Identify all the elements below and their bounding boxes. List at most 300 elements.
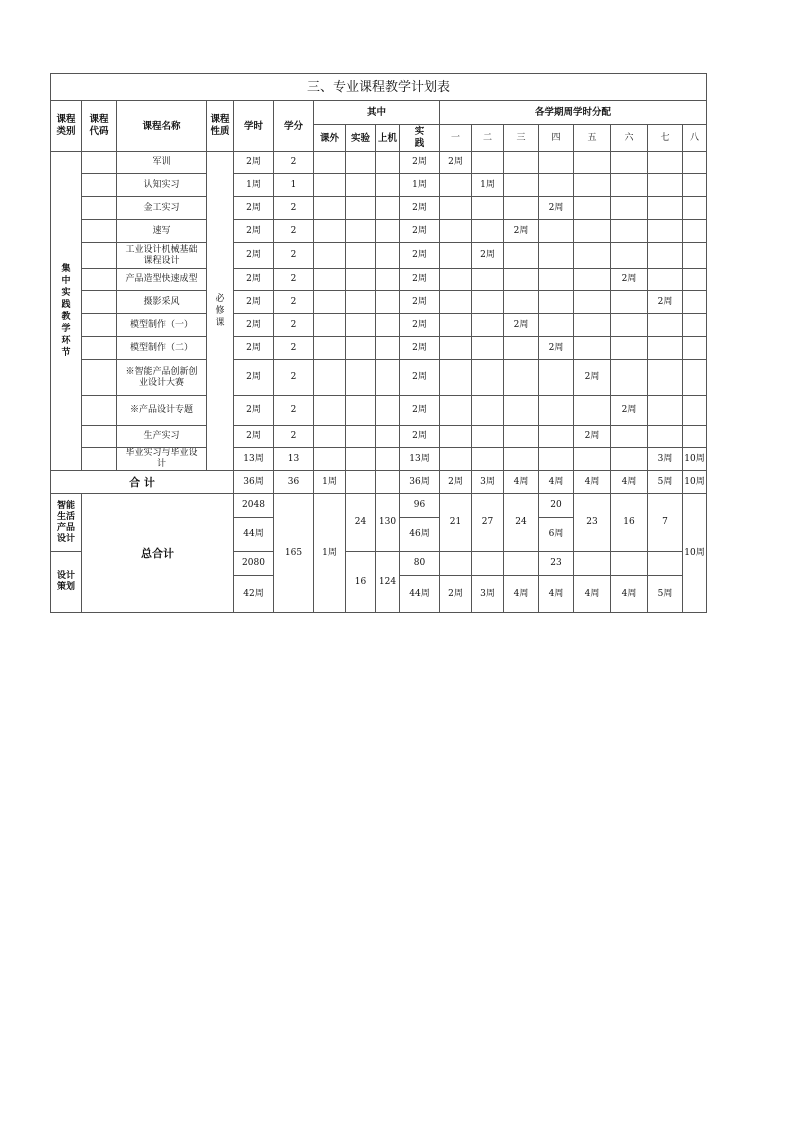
course-experiment: [346, 220, 376, 243]
subtotal-experiment: [346, 471, 376, 494]
grand-total-sem8: 10周: [683, 494, 707, 613]
major-a-sem2: 27: [472, 494, 504, 552]
course-sem: [611, 291, 648, 314]
subtotal-sem: 3周: [472, 471, 504, 494]
course-sem: [472, 269, 504, 291]
course-computer: [376, 152, 400, 174]
course-code: [82, 448, 117, 471]
course-sem: [683, 360, 707, 396]
major-b-practice-weeks: 44周: [400, 576, 440, 613]
course-sem: [440, 220, 472, 243]
course-name: 毕业实习与毕业设计: [117, 448, 207, 471]
course-name: 速写: [117, 220, 207, 243]
course-hours: 2周: [234, 360, 274, 396]
course-hours: 2周: [234, 337, 274, 360]
course-credits: 2: [274, 360, 314, 396]
table-row: [51, 448, 707, 471]
course-extracurricular: [314, 426, 346, 448]
course-practice: 2周: [400, 291, 440, 314]
course-sem: [648, 314, 683, 337]
course-sem: [574, 197, 611, 220]
course-sem: [504, 152, 539, 174]
course-sem: [683, 220, 707, 243]
course-extracurricular: [314, 220, 346, 243]
subtotal-credits: 36: [274, 471, 314, 494]
course-hours: 2周: [234, 220, 274, 243]
course-sem: [440, 360, 472, 396]
header-name: 课程名称: [117, 101, 207, 152]
course-sem: [539, 269, 574, 291]
course-sem: [574, 269, 611, 291]
subtotal-sem: 4周: [504, 471, 539, 494]
header-experiment: 实验: [346, 125, 376, 152]
course-code: [82, 174, 117, 197]
major-a-sem4-weeks: 6周: [539, 518, 574, 552]
table-row: [51, 269, 707, 291]
subtotal-sem: 4周: [539, 471, 574, 494]
course-credits: 2: [274, 243, 314, 269]
major-b-sem: 4周: [539, 576, 574, 613]
course-sem: [440, 174, 472, 197]
course-sem: 2周: [648, 291, 683, 314]
course-practice: 1周: [400, 174, 440, 197]
header-semester-1: 一: [440, 125, 472, 152]
course-sem: [574, 396, 611, 426]
table-row: [51, 426, 707, 448]
course-sem: [504, 448, 539, 471]
course-sem: [574, 220, 611, 243]
course-sem: [440, 291, 472, 314]
course-sem: [504, 197, 539, 220]
major-a-practice-weeks: 46周: [400, 518, 440, 552]
course-sem: [504, 291, 539, 314]
course-practice: 2周: [400, 243, 440, 269]
major-b-sem-empty: [648, 552, 683, 576]
course-practice: 2周: [400, 269, 440, 291]
course-sem: [504, 426, 539, 448]
course-sem: [539, 396, 574, 426]
course-sem: 2周: [472, 243, 504, 269]
course-hours: 13周: [234, 448, 274, 471]
course-experiment: [346, 291, 376, 314]
course-sem: [539, 152, 574, 174]
course-sem: 2周: [574, 360, 611, 396]
course-name: 摄影采风: [117, 291, 207, 314]
course-code: [82, 360, 117, 396]
course-sem: [648, 197, 683, 220]
course-hours: 2周: [234, 291, 274, 314]
course-sem: [539, 243, 574, 269]
table-title: 三、专业课程教学计划表: [51, 74, 707, 101]
course-code: [82, 220, 117, 243]
course-practice: 2周: [400, 396, 440, 426]
course-practice: 2周: [400, 426, 440, 448]
course-code: [82, 337, 117, 360]
course-practice: 2周: [400, 152, 440, 174]
course-extracurricular: [314, 174, 346, 197]
course-sem: [683, 152, 707, 174]
course-plan-table: [50, 73, 707, 613]
title-row: [51, 74, 707, 101]
course-sem: [574, 152, 611, 174]
course-sem: 2周: [611, 396, 648, 426]
course-extracurricular: [314, 152, 346, 174]
course-extracurricular: [314, 197, 346, 220]
course-sem: [504, 396, 539, 426]
course-sem: [472, 152, 504, 174]
table-row: [51, 314, 707, 337]
course-sem: [539, 291, 574, 314]
grand-total-credits: 165: [274, 494, 314, 613]
course-sem: [683, 197, 707, 220]
course-sem: [440, 337, 472, 360]
course-experiment: [346, 426, 376, 448]
course-sem: [648, 396, 683, 426]
table-row: [51, 220, 707, 243]
table-row: [51, 337, 707, 360]
course-sem: [472, 396, 504, 426]
course-sem: [440, 448, 472, 471]
course-sem: [683, 396, 707, 426]
course-experiment: [346, 243, 376, 269]
course-code: [82, 396, 117, 426]
course-experiment: [346, 152, 376, 174]
course-computer: [376, 197, 400, 220]
course-sem: [539, 220, 574, 243]
course-sem: [539, 360, 574, 396]
course-extracurricular: [314, 396, 346, 426]
course-name: ※产品设计专题: [117, 396, 207, 426]
course-practice: 2周: [400, 197, 440, 220]
course-sem: [574, 291, 611, 314]
course-experiment: [346, 360, 376, 396]
major-a-sem6: 16: [611, 494, 648, 552]
course-sem: [539, 426, 574, 448]
course-credits: 2: [274, 152, 314, 174]
course-sem: 2周: [539, 197, 574, 220]
course-sem: [472, 220, 504, 243]
course-name: 金工实习: [117, 197, 207, 220]
course-experiment: [346, 396, 376, 426]
course-sem: 3周: [648, 448, 683, 471]
course-name: 产品造型快速成型: [117, 269, 207, 291]
major-b-sem: 3周: [472, 576, 504, 613]
course-sem: [574, 337, 611, 360]
course-sem: [611, 360, 648, 396]
major-a-label: 智能生活产品设计: [51, 494, 82, 552]
course-computer: [376, 291, 400, 314]
course-experiment: [346, 174, 376, 197]
course-sem: [440, 269, 472, 291]
course-sem: [611, 220, 648, 243]
course-sem: [648, 174, 683, 197]
major-b-weeks: 42周: [234, 576, 274, 613]
table-row: [51, 174, 707, 197]
major-a-weeks: 44周: [234, 518, 274, 552]
course-sem: [683, 314, 707, 337]
major-a-experiment: 24: [346, 494, 376, 552]
course-sem: [574, 243, 611, 269]
course-sem: [611, 243, 648, 269]
course-sem: [440, 197, 472, 220]
course-practice: 2周: [400, 314, 440, 337]
course-credits: 2: [274, 197, 314, 220]
course-code: [82, 269, 117, 291]
course-sem: [504, 174, 539, 197]
header-semester-group: 各学期周学时分配: [440, 101, 707, 125]
course-sem: [472, 291, 504, 314]
course-sem: 2周: [504, 220, 539, 243]
table-row: [51, 243, 707, 269]
course-extracurricular: [314, 243, 346, 269]
course-extracurricular: [314, 360, 346, 396]
major-b-hours: 2080: [234, 552, 274, 576]
header-semester-4: 四: [539, 125, 574, 152]
major-a-sem7: 7: [648, 494, 683, 552]
course-sem: [611, 152, 648, 174]
course-experiment: [346, 197, 376, 220]
header-row-1: [51, 101, 707, 125]
course-sem: [472, 314, 504, 337]
course-name: ※智能产品创新创业设计大赛: [117, 360, 207, 396]
course-code: [82, 314, 117, 337]
major-b-sem4-hours: 23: [539, 552, 574, 576]
major-b-sem: 2周: [440, 576, 472, 613]
course-sem: [611, 174, 648, 197]
major-a-practice-hours: 96: [400, 494, 440, 518]
course-credits: 1: [274, 174, 314, 197]
course-sem: [611, 448, 648, 471]
course-sem: [611, 337, 648, 360]
course-sem: [648, 269, 683, 291]
course-sem: [648, 426, 683, 448]
subtotal-label: 合 计: [51, 471, 234, 494]
nature-cell: 必修课: [207, 152, 234, 471]
course-experiment: [346, 448, 376, 471]
category-cell: 集中实践教学环节: [51, 152, 82, 471]
major-b-sem: 4周: [574, 576, 611, 613]
course-sem: [574, 314, 611, 337]
header-hours: 学时: [234, 101, 274, 152]
table-row: [51, 396, 707, 426]
header-semester-5: 五: [574, 125, 611, 152]
course-name: 军训: [117, 152, 207, 174]
course-name: 生产实习: [117, 426, 207, 448]
header-semester-2: 二: [472, 125, 504, 152]
course-sem: [504, 269, 539, 291]
subtotal-sem: 4周: [611, 471, 648, 494]
course-sem: [539, 174, 574, 197]
course-computer: [376, 314, 400, 337]
course-sem: 2周: [574, 426, 611, 448]
course-sem: 2周: [539, 337, 574, 360]
course-credits: 13: [274, 448, 314, 471]
course-sem: [648, 337, 683, 360]
subtotal-extracurricular: 1周: [314, 471, 346, 494]
course-extracurricular: [314, 269, 346, 291]
course-sem: [648, 220, 683, 243]
major-a-sem5: 23: [574, 494, 611, 552]
course-sem: [683, 426, 707, 448]
header-semester-8: 八: [683, 125, 707, 152]
course-extracurricular: [314, 337, 346, 360]
course-hours: 2周: [234, 426, 274, 448]
course-practice: 13周: [400, 448, 440, 471]
course-experiment: [346, 337, 376, 360]
major-b-practice-hours: 80: [400, 552, 440, 576]
course-sem: [683, 337, 707, 360]
course-sem: [440, 396, 472, 426]
major-b-computer: 124: [376, 552, 400, 613]
subtotal-sem: 5周: [648, 471, 683, 494]
course-sem: [611, 426, 648, 448]
header-semester-6: 六: [611, 125, 648, 152]
course-sem: 2周: [440, 152, 472, 174]
table-row: [51, 291, 707, 314]
course-practice: 2周: [400, 337, 440, 360]
subtotal-sem: 2周: [440, 471, 472, 494]
course-computer: [376, 396, 400, 426]
course-sem: [504, 243, 539, 269]
subtotal-sem: 10周: [683, 471, 707, 494]
subtotal-computer: [376, 471, 400, 494]
table-row: [51, 360, 707, 396]
course-sem: [440, 314, 472, 337]
course-sem: [611, 314, 648, 337]
major-a-sem4-hours: 20: [539, 494, 574, 518]
course-computer: [376, 337, 400, 360]
course-extracurricular: [314, 291, 346, 314]
major-b-sem: 4周: [504, 576, 539, 613]
header-code: 课程代码: [82, 101, 117, 152]
major-a-hours: 2048: [234, 494, 274, 518]
course-credits: 2: [274, 269, 314, 291]
course-extracurricular: [314, 314, 346, 337]
course-sem: 1周: [472, 174, 504, 197]
grand-total-label: 总合计: [82, 494, 234, 613]
major-a-sem1: 21: [440, 494, 472, 552]
major-b-sem-empty: [472, 552, 504, 576]
course-experiment: [346, 314, 376, 337]
course-name: 工业设计机械基础课程设计: [117, 243, 207, 269]
course-practice: 2周: [400, 360, 440, 396]
grand-total-extracurricular: 1周: [314, 494, 346, 613]
course-sem: 2周: [504, 314, 539, 337]
major-b-sem-empty: [504, 552, 539, 576]
course-hours: 2周: [234, 197, 274, 220]
course-hours: 2周: [234, 314, 274, 337]
header-semester-7: 七: [648, 125, 683, 152]
course-computer: [376, 269, 400, 291]
course-sem: 10周: [683, 448, 707, 471]
course-code: [82, 152, 117, 174]
course-computer: [376, 220, 400, 243]
header-semester-3: 三: [504, 125, 539, 152]
course-code: [82, 197, 117, 220]
header-extracurricular: 课外: [314, 125, 346, 152]
course-sem: [683, 269, 707, 291]
course-sem: [472, 448, 504, 471]
course-sem: [683, 243, 707, 269]
course-computer: [376, 174, 400, 197]
major-b-sem-empty: [574, 552, 611, 576]
header-credits: 学分: [274, 101, 314, 152]
course-sem: [574, 174, 611, 197]
course-code: [82, 426, 117, 448]
course-sem: [683, 174, 707, 197]
course-sem: [472, 337, 504, 360]
course-sem: [440, 243, 472, 269]
major-b-sem-empty: [440, 552, 472, 576]
major-b-sem: 5周: [648, 576, 683, 613]
subtotal-row: [51, 471, 707, 494]
course-hours: 2周: [234, 269, 274, 291]
course-credits: 2: [274, 396, 314, 426]
course-name: 认知实习: [117, 174, 207, 197]
major-b-experiment: 16: [346, 552, 376, 613]
major-a-computer: 130: [376, 494, 400, 552]
course-computer: [376, 243, 400, 269]
course-credits: 2: [274, 337, 314, 360]
course-sem: [683, 291, 707, 314]
course-hours: 1周: [234, 174, 274, 197]
course-hours: 2周: [234, 243, 274, 269]
course-sem: [504, 337, 539, 360]
course-sem: [611, 197, 648, 220]
course-sem: 2周: [611, 269, 648, 291]
table-row: [51, 197, 707, 220]
course-sem: [472, 360, 504, 396]
course-practice: 2周: [400, 220, 440, 243]
course-credits: 2: [274, 426, 314, 448]
header-category: 课程类别: [51, 101, 82, 152]
course-sem: [504, 360, 539, 396]
course-sem: [648, 360, 683, 396]
course-sem: [648, 243, 683, 269]
major-b-sem: 4周: [611, 576, 648, 613]
course-credits: 2: [274, 220, 314, 243]
course-sem: [472, 197, 504, 220]
course-hours: 2周: [234, 152, 274, 174]
course-computer: [376, 360, 400, 396]
course-sem: [539, 314, 574, 337]
major-a-sem3: 24: [504, 494, 539, 552]
header-nature: 课程性质: [207, 101, 234, 152]
course-credits: 2: [274, 314, 314, 337]
course-code: [82, 243, 117, 269]
course-sem: [440, 426, 472, 448]
course-credits: 2: [274, 291, 314, 314]
major-b-sem-empty: [611, 552, 648, 576]
header-computer: 上机: [376, 125, 400, 152]
course-computer: [376, 448, 400, 471]
header-of-which: 其中: [314, 101, 440, 125]
subtotal-practice: 36周: [400, 471, 440, 494]
header-practice: 实践: [400, 125, 440, 152]
subtotal-sem: 4周: [574, 471, 611, 494]
grand-total-row: [51, 494, 707, 518]
course-extracurricular: [314, 448, 346, 471]
course-code: [82, 291, 117, 314]
course-hours: 2周: [234, 396, 274, 426]
course-computer: [376, 426, 400, 448]
course-name: 模型制作（一）: [117, 314, 207, 337]
major-b-label: 设计策划: [51, 552, 82, 613]
course-sem: [648, 152, 683, 174]
course-sem: [472, 426, 504, 448]
subtotal-hours: 36周: [234, 471, 274, 494]
course-sem: [574, 448, 611, 471]
